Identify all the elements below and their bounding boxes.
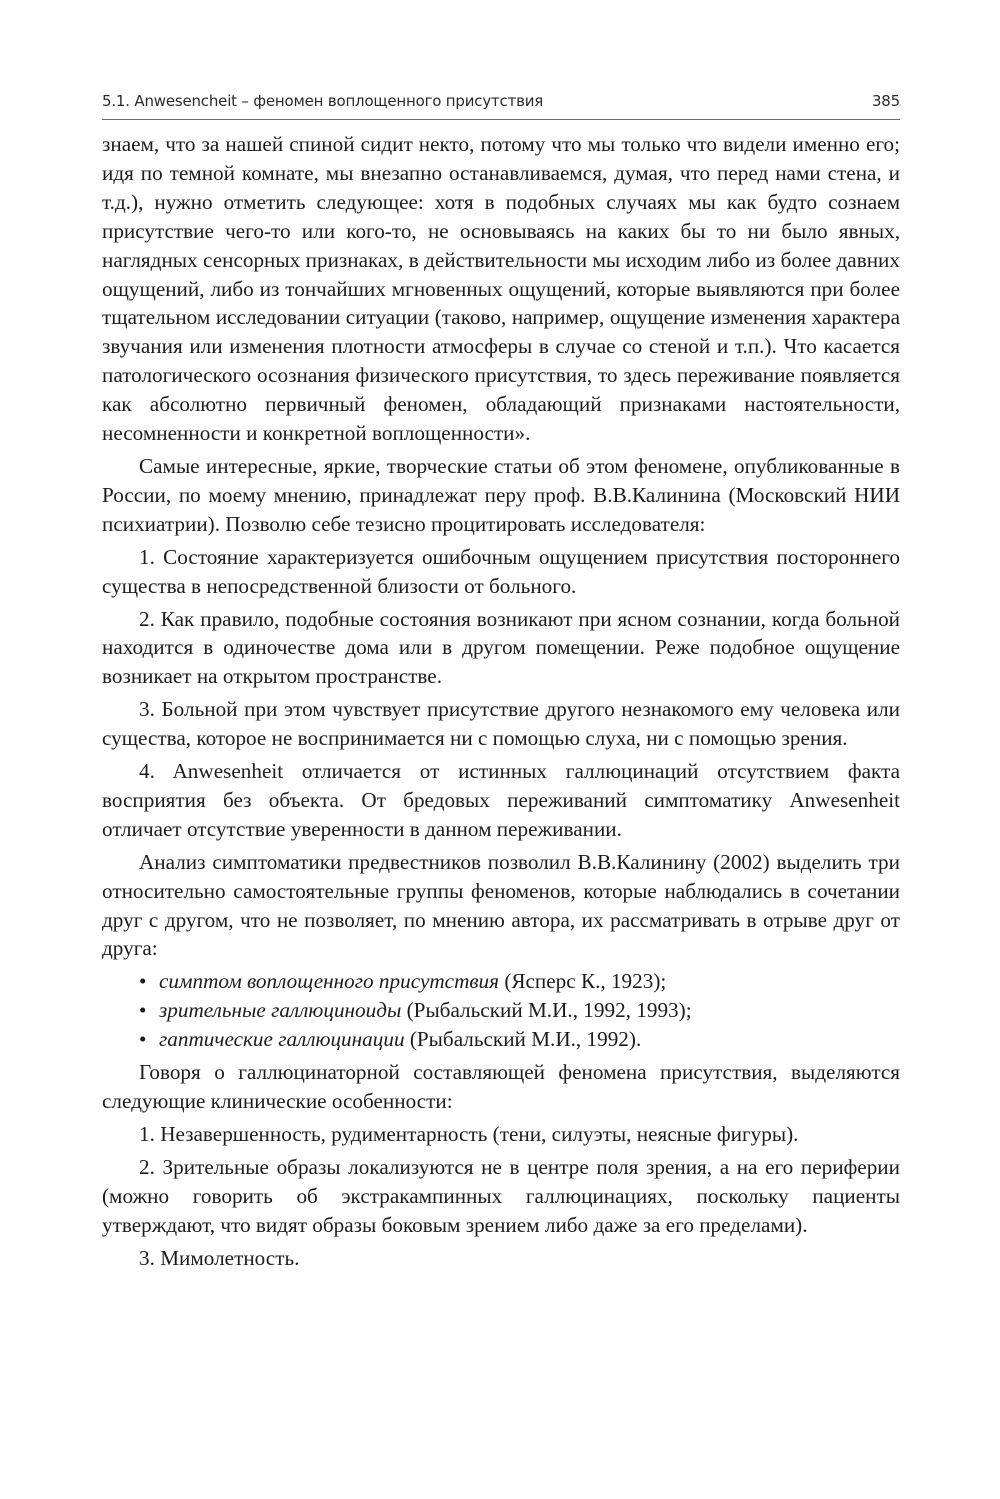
numbered-item-2: 2. Зрительные образы локализуются не в центре поля зрения, а на его периферии (можно говорить об экстракампинных галлюцинациях, поскольку пациенты утверждают, что видят образы боковым зрением либо даже за его пределами). (102, 1154, 900, 1237)
list-item (102, 996, 900, 1025)
bullet-marker: • (139, 998, 147, 1023)
bullet-list (102, 967, 900, 1054)
bullet-term: зрительные галлюциноиды (159, 998, 402, 1023)
bullet-source: (Рыбальский М.И., 1992, 1993); (401, 998, 692, 1023)
numbered-item-1: 1. Незавершенность, рудиментарность (тени, силуэты, неясные фигуры). (139, 1121, 799, 1146)
body-text (102, 130, 900, 1272)
bullet-marker: • (139, 1027, 147, 1052)
numbered-item-3: 3. Мимолетность. (139, 1245, 300, 1270)
bullet-source: (Рыбальский М.И., 1992). (404, 1027, 642, 1052)
numbered-item-4: 4. Anwesenheit отличается от истинных галлюцинаций отсутствием факта восприятия без объекта. От бредовых переживаний симптоматику Anwesenheit отличает отсутствие уверенности в данном переживании. (102, 759, 900, 841)
page-number: 385 (871, 92, 900, 110)
book-page (102, 92, 900, 1276)
list-item (102, 1025, 900, 1054)
running-title: 5.1. Anwesencheit – феномен воплощенного присутствия (102, 92, 544, 110)
running-header (102, 92, 900, 120)
list-item (102, 967, 900, 996)
bullet-source: (Ясперс К., 1923); (499, 969, 667, 994)
bullet-marker: • (139, 969, 147, 994)
paragraph: Самые интересные, яркие, творческие статьи об этом феномене, опубликованные в России, по моему мнению, принадлежат перу проф. В.В.Калинина (Московский НИИ психиатрии). Позволю себе тезисно процитировать исследователя: (102, 453, 900, 536)
paragraph-continued: знаем, что за нашей спиной сидит некто, потому что мы только что видели именно его; идя по темной комнате, мы внезапно останавливаемся, думая, что перед нами стена, и т.д.), нужно отметить следующее: хотя в подобных случаях мы как будто сознаем присутствие чего-то или кого-то, не основываясь на каких бы то ни было явных, наглядных сенсорных признаках, в действительности мы исходим либо из более давних ощущений, либо из тончайших мгновенных ощущений, которые выявляются при более тщательном исследовании ситуации (таково, например, ощущение изменения характера звучания или изменения плотности атмосферы в случае со стеной и т.п.). Что касается патологического осознания физического присутствия, то здесь переживание появляется как абсолютно первичный феномен, обладающий признаками настоятельности, несомненности и конкретной воплощенности». (102, 132, 900, 446)
bullet-term: симптом воплощенного присутствия (159, 969, 500, 994)
numbered-item-1: 1. Состояние характеризуется ошибочным ощущением присутствия постороннего существа в непосредственной близости от больного. (102, 544, 900, 598)
paragraph: Говоря о галлюцинаторной составляющей феномена присутствия, выделяются следующие клинические особенности: (102, 1060, 900, 1113)
numbered-item-3: 3. Больной при этом чувствует присутствие другого незнакомого ему человека или существа, которое не воспринимается ни с помощью слуха, ни с помощью зрения. (102, 697, 900, 751)
bullet-term: гаптические галлюцинации (159, 1027, 405, 1052)
paragraph: Анализ симптоматики предвестников позволил В.В.Калинину (2002) выделить три относительно самостоятельные группы феноменов, которые наблюдались в сочетании друг с другом, что не позволяет, по мнению автора, их рассматривать в отрыве друг от друга: (102, 849, 900, 961)
numbered-item-2: 2. Как правило, подобные состояния возникают при ясном сознании, когда больной находится в одиночестве дома или в другом помещении. Реже подобное ощущение возникает на открытом пространстве. (102, 606, 900, 689)
